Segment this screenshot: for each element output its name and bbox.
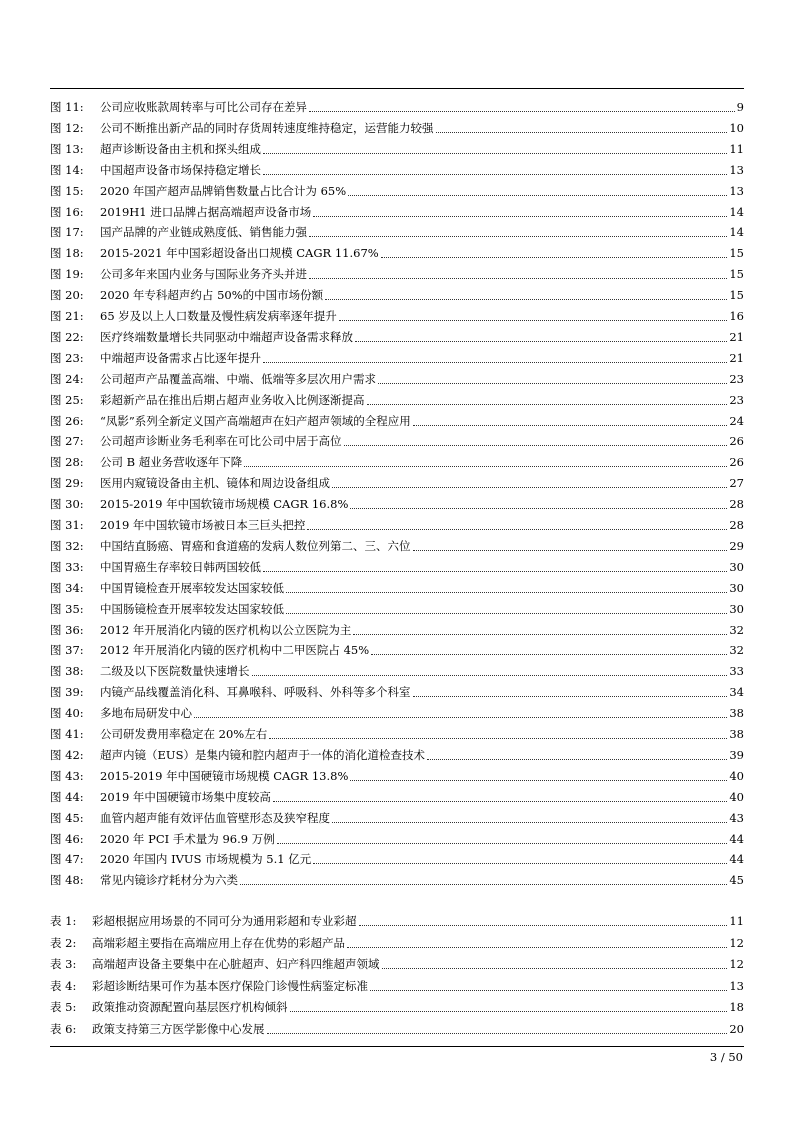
dot-leader xyxy=(427,758,727,760)
dot-leader xyxy=(240,883,727,885)
figure-title: 二级及以下医院数量快速增长 xyxy=(100,664,250,678)
figure-title: 公司超声产品覆盖高端、中端、低端等多层次用户需求 xyxy=(100,372,376,386)
dot-leader xyxy=(244,465,727,467)
table-page-number: 12 xyxy=(729,957,744,971)
dot-leader xyxy=(344,444,728,446)
table-entry[interactable] xyxy=(50,976,744,997)
dot-leader xyxy=(350,779,727,781)
figure-page-number: 28 xyxy=(729,518,744,532)
figure-title: 国产品牌的产业链成熟度低、销售能力强 xyxy=(100,225,307,239)
dot-leader xyxy=(382,967,728,969)
figure-entry[interactable] xyxy=(50,222,744,243)
figure-entry[interactable] xyxy=(50,682,744,703)
figure-title: 中国结直肠癌、胃癌和食道癌的发病人数位列第二、三、六位 xyxy=(100,539,411,553)
table-page-number: 18 xyxy=(729,1000,744,1014)
figure-entry[interactable] xyxy=(50,787,744,808)
dot-leader xyxy=(339,319,728,321)
figure-label: 图 24: xyxy=(50,372,84,386)
dot-leader xyxy=(436,131,728,133)
figure-page-number: 28 xyxy=(729,497,744,511)
figure-label: 图 28: xyxy=(50,455,84,469)
table-label: 表 5: xyxy=(50,1000,77,1014)
dot-leader xyxy=(313,215,727,217)
figure-entry[interactable] xyxy=(50,160,744,181)
table-entry[interactable] xyxy=(50,954,744,975)
dot-leader xyxy=(286,591,727,593)
figure-page-number: 27 xyxy=(729,476,744,490)
dot-leader xyxy=(194,716,727,718)
figure-title: 中国胃镜检查开展率较发达国家较低 xyxy=(100,581,284,595)
figure-label: 图 42: xyxy=(50,748,84,762)
table-entry[interactable] xyxy=(50,997,744,1018)
figure-page-number: 16 xyxy=(729,309,744,323)
dot-leader xyxy=(347,946,727,948)
figure-label: 图 20: xyxy=(50,288,84,302)
table-label: 表 3: xyxy=(50,957,77,971)
dot-leader xyxy=(263,570,727,572)
dot-leader xyxy=(332,821,727,823)
figure-entry[interactable] xyxy=(50,181,744,202)
figure-label: 图 26: xyxy=(50,414,84,428)
figure-label: 图 18: xyxy=(50,246,84,260)
figure-label: 图 45: xyxy=(50,811,84,825)
figure-title: 超声诊断设备由主机和探头组成 xyxy=(100,142,261,156)
figure-entry[interactable] xyxy=(50,390,744,411)
figure-label: 图 48: xyxy=(50,873,84,887)
dot-leader xyxy=(348,194,727,196)
figure-entry[interactable] xyxy=(50,431,744,452)
figure-page-number: 32 xyxy=(729,623,744,637)
figure-entry[interactable] xyxy=(50,348,744,369)
table-title: 政策推动资源配置向基层医疗机构倾斜 xyxy=(92,1000,288,1014)
figure-entry[interactable] xyxy=(50,703,744,724)
figure-page-number: 30 xyxy=(729,560,744,574)
table-entry[interactable] xyxy=(50,1019,744,1040)
figure-page-number: 32 xyxy=(729,643,744,657)
figure-entry[interactable] xyxy=(50,264,744,285)
figure-page-number: 13 xyxy=(729,163,744,177)
figure-page-number: 40 xyxy=(729,790,744,804)
figure-title: 医疗终端数量增长共同驱动中端超声设备需求释放 xyxy=(100,330,353,344)
figure-entry[interactable] xyxy=(50,724,744,745)
figure-label: 图 30: xyxy=(50,497,84,511)
table-title: 高端彩超主要指在高端应用上存在优势的彩超产品 xyxy=(92,936,345,950)
figure-entry[interactable] xyxy=(50,327,744,348)
table-entry[interactable] xyxy=(50,933,744,954)
figure-page-number: 34 xyxy=(729,685,744,699)
figure-label: 图 47: xyxy=(50,852,84,866)
dot-leader xyxy=(371,653,727,655)
figure-title: 公司 B 超业务营收逐年下降 xyxy=(100,455,243,469)
dot-leader xyxy=(277,842,728,844)
figure-entry[interactable] xyxy=(50,411,744,432)
figure-entry[interactable] xyxy=(50,745,744,766)
figure-page-number: 39 xyxy=(729,748,744,762)
figure-title: 公司应收账款周转率与可比公司存在差异 xyxy=(100,100,307,114)
figure-page-number: 21 xyxy=(729,330,744,344)
table-label: 表 1: xyxy=(50,914,77,928)
figure-entry[interactable] xyxy=(50,808,744,829)
figure-title: 2015-2019 年中国硬镜市场规模 CAGR 13.8% xyxy=(100,769,349,783)
figure-entry[interactable] xyxy=(50,202,744,223)
table-page-number: 11 xyxy=(729,914,744,928)
figure-title: 血管内超声能有效评估血管壁形态及狭窄程度 xyxy=(100,811,330,825)
table-page-number: 13 xyxy=(729,979,744,993)
figure-page-number: 14 xyxy=(729,225,744,239)
figure-title: 中国超声设备市场保持稳定增长 xyxy=(100,163,261,177)
dot-leader xyxy=(286,612,727,614)
figure-label: 图 43: xyxy=(50,769,84,783)
table-page-number: 20 xyxy=(729,1022,744,1036)
figure-page-number: 30 xyxy=(729,581,744,595)
figure-entry[interactable] xyxy=(50,285,744,306)
dot-leader xyxy=(263,361,727,363)
figure-label: 图 11: xyxy=(50,100,84,114)
dot-leader xyxy=(353,633,727,635)
figure-page-number: 13 xyxy=(729,184,744,198)
figure-title: 65 岁及以上人口数量及慢性病发病率逐年提升 xyxy=(100,309,337,323)
figure-page-number: 9 xyxy=(736,100,744,114)
figure-label: 图 34: xyxy=(50,581,84,595)
dot-leader xyxy=(378,382,727,384)
figure-title: 2019H1 进口品牌占据高端超声设备市场 xyxy=(100,205,312,219)
figure-title: 常见内镜诊疗耗材分为六类 xyxy=(100,873,238,887)
figure-page-number: 30 xyxy=(729,602,744,616)
dot-leader xyxy=(332,486,727,488)
figure-entry[interactable] xyxy=(50,118,744,139)
figure-label: 图 39: xyxy=(50,685,84,699)
figure-title: “凤影”系列全新定义国产高端超声在妇产超声领域的全程应用 xyxy=(100,414,411,428)
figure-label: 图 23: xyxy=(50,351,84,365)
figure-label: 图 12: xyxy=(50,121,84,135)
figure-label: 图 13: xyxy=(50,142,84,156)
figure-page-number: 29 xyxy=(729,539,744,553)
figure-title: 公司研发费用率稳定在 20%左右 xyxy=(100,727,268,741)
figure-title: 2015-2019 年中国软镜市场规模 CAGR 16.8% xyxy=(100,497,349,511)
figure-label: 图 37: xyxy=(50,643,84,657)
dot-leader xyxy=(413,549,728,551)
dot-leader xyxy=(370,989,727,991)
figure-label: 图 19: xyxy=(50,267,84,281)
table-page-number: 12 xyxy=(729,936,744,950)
figure-title: 公司不断推出新产品的同时存货周转速度维持稳定，运营能力较强 xyxy=(100,121,434,135)
figure-page-number: 21 xyxy=(729,351,744,365)
figure-page-number: 24 xyxy=(729,414,744,428)
dot-leader xyxy=(355,340,727,342)
figure-label: 图 32: xyxy=(50,539,84,553)
table-label: 表 6: xyxy=(50,1022,77,1036)
figure-label: 图 41: xyxy=(50,727,84,741)
dot-leader xyxy=(359,924,728,926)
dot-leader xyxy=(313,862,727,864)
figure-page-number: 23 xyxy=(729,393,744,407)
figure-label: 图 27: xyxy=(50,434,84,448)
figure-label: 图 46: xyxy=(50,832,84,846)
dot-leader xyxy=(267,1032,728,1034)
figure-page-number: 26 xyxy=(729,455,744,469)
figure-label: 图 40: xyxy=(50,706,84,720)
dot-leader xyxy=(381,256,728,258)
figure-page-number: 23 xyxy=(729,372,744,386)
figure-title: 超声内镜（EUS）是集内镜和腔内超声于一体的消化道检查技术 xyxy=(100,748,425,762)
figure-title: 2019 年中国软镜市场被日本三巨头把控 xyxy=(100,518,306,532)
dot-leader xyxy=(263,152,727,154)
dot-leader xyxy=(290,1010,728,1012)
figure-page-number: 38 xyxy=(729,727,744,741)
figure-page-number: 14 xyxy=(729,205,744,219)
figure-label: 图 38: xyxy=(50,664,84,678)
figure-title: 2012 年开展消化内镜的医疗机构以公立医院为主 xyxy=(100,623,352,637)
figure-label: 图 25: xyxy=(50,393,84,407)
dot-leader xyxy=(309,110,735,112)
figure-label: 图 35: xyxy=(50,602,84,616)
figure-title: 2020 年 PCI 手术量为 96.9 万例 xyxy=(100,832,275,846)
figure-page-number: 45 xyxy=(729,873,744,887)
figure-title: 彩超新产品在推出后期占超声业务收入比例逐渐提高 xyxy=(100,393,365,407)
footer-rule xyxy=(50,1046,744,1047)
figure-page-number: 44 xyxy=(729,832,744,846)
dot-leader xyxy=(350,507,727,509)
table-title: 彩超诊断结果可作为基本医疗保险门诊慢性病鉴定标准 xyxy=(92,979,368,993)
table-entry[interactable] xyxy=(50,911,744,932)
figure-entry[interactable] xyxy=(50,536,744,557)
figure-page-number: 15 xyxy=(729,246,744,260)
figure-title: 公司多年来国内业务与国际业务齐头并进 xyxy=(100,267,307,281)
figure-entry[interactable] xyxy=(50,515,744,536)
figure-page-number: 44 xyxy=(729,852,744,866)
figure-entry[interactable] xyxy=(50,870,744,891)
figure-entry[interactable] xyxy=(50,494,744,515)
dot-leader xyxy=(309,235,727,237)
figure-entry[interactable] xyxy=(50,578,744,599)
figure-title: 中端超声设备需求占比逐年提升 xyxy=(100,351,261,365)
figure-label: 图 21: xyxy=(50,309,84,323)
figure-label: 图 22: xyxy=(50,330,84,344)
figure-label: 图 16: xyxy=(50,205,84,219)
figure-entry[interactable] xyxy=(50,306,744,327)
figure-page-number: 40 xyxy=(729,769,744,783)
header-rule xyxy=(50,88,744,89)
figure-page-number: 38 xyxy=(729,706,744,720)
figure-entry[interactable] xyxy=(50,849,744,870)
figure-entry[interactable] xyxy=(50,369,744,390)
figure-label: 图 36: xyxy=(50,623,84,637)
dot-leader xyxy=(263,173,727,175)
figure-title: 2019 年中国硬镜市场集中度较高 xyxy=(100,790,271,804)
page-number: 3 / 50 xyxy=(709,1050,743,1064)
figure-entry[interactable] xyxy=(50,620,744,641)
figure-entry[interactable] xyxy=(50,829,744,850)
figure-label: 图 14: xyxy=(50,163,84,177)
figure-page-number: 26 xyxy=(729,434,744,448)
figure-label: 图 44: xyxy=(50,790,84,804)
table-label: 表 4: xyxy=(50,979,77,993)
table-label: 表 2: xyxy=(50,936,77,950)
figure-label: 图 17: xyxy=(50,225,84,239)
figure-entry[interactable] xyxy=(50,97,744,118)
figure-entry[interactable] xyxy=(50,766,744,787)
figure-page-number: 33 xyxy=(729,664,744,678)
figure-entry[interactable] xyxy=(50,661,744,682)
dot-leader xyxy=(367,403,728,405)
figure-label: 图 31: xyxy=(50,518,84,532)
figure-title: 公司超声诊断业务毛利率在可比公司中居于高位 xyxy=(100,434,342,448)
dot-leader xyxy=(309,277,727,279)
figure-entry[interactable] xyxy=(50,557,744,578)
figure-page-number: 15 xyxy=(729,288,744,302)
figure-label: 图 33: xyxy=(50,560,84,574)
figure-title: 2012 年开展消化内镜的医疗机构中二甲医院占 45% xyxy=(100,643,370,657)
dot-leader xyxy=(307,528,727,530)
table-title: 彩超根据应用场景的不同可分为通用彩超和专业彩超 xyxy=(92,914,357,928)
dot-leader xyxy=(252,674,728,676)
figure-entry[interactable] xyxy=(50,599,744,620)
figure-title: 中国胃癌生存率较日韩两国较低 xyxy=(100,560,261,574)
dot-leader xyxy=(325,298,727,300)
figure-entry[interactable] xyxy=(50,243,744,264)
table-title: 高端超声设备主要集中在心脏超声、妇产科四维超声领域 xyxy=(92,957,380,971)
figure-page-number: 11 xyxy=(729,142,744,156)
figure-page-number: 10 xyxy=(729,121,744,135)
figure-title: 2015-2021 年中国彩超设备出口规模 CAGR 11.67% xyxy=(100,246,379,260)
figure-title: 2020 年国产超声品牌销售数量占比合计为 65% xyxy=(100,184,347,198)
figure-entry[interactable] xyxy=(50,452,744,473)
figure-label: 图 29: xyxy=(50,476,84,490)
figure-label: 图 15: xyxy=(50,184,84,198)
figure-entry[interactable] xyxy=(50,473,744,494)
dot-leader xyxy=(273,800,727,802)
figure-title: 2020 年专科超声约占 50%的中国市场份额 xyxy=(100,288,324,302)
figure-page-number: 43 xyxy=(729,811,744,825)
figure-page-number: 15 xyxy=(729,267,744,281)
figure-title: 多地布局研发中心 xyxy=(100,706,192,720)
dot-leader xyxy=(413,695,728,697)
figure-title: 中国肠镜检查开展率较发达国家较低 xyxy=(100,602,284,616)
figure-entry[interactable] xyxy=(50,139,744,160)
dot-leader xyxy=(413,424,728,426)
dot-leader xyxy=(269,737,727,739)
figure-title: 内镜产品线覆盖消化科、耳鼻喉科、呼吸科、外科等多个科室 xyxy=(100,685,411,699)
figure-title: 医用内窥镜设备由主机、镜体和周边设备组成 xyxy=(100,476,330,490)
figure-entry[interactable] xyxy=(50,640,744,661)
figure-title: 2020 年国内 IVUS 市场规模为 5.1 亿元 xyxy=(100,852,312,866)
table-title: 政策支持第三方医学影像中心发展 xyxy=(92,1022,265,1036)
